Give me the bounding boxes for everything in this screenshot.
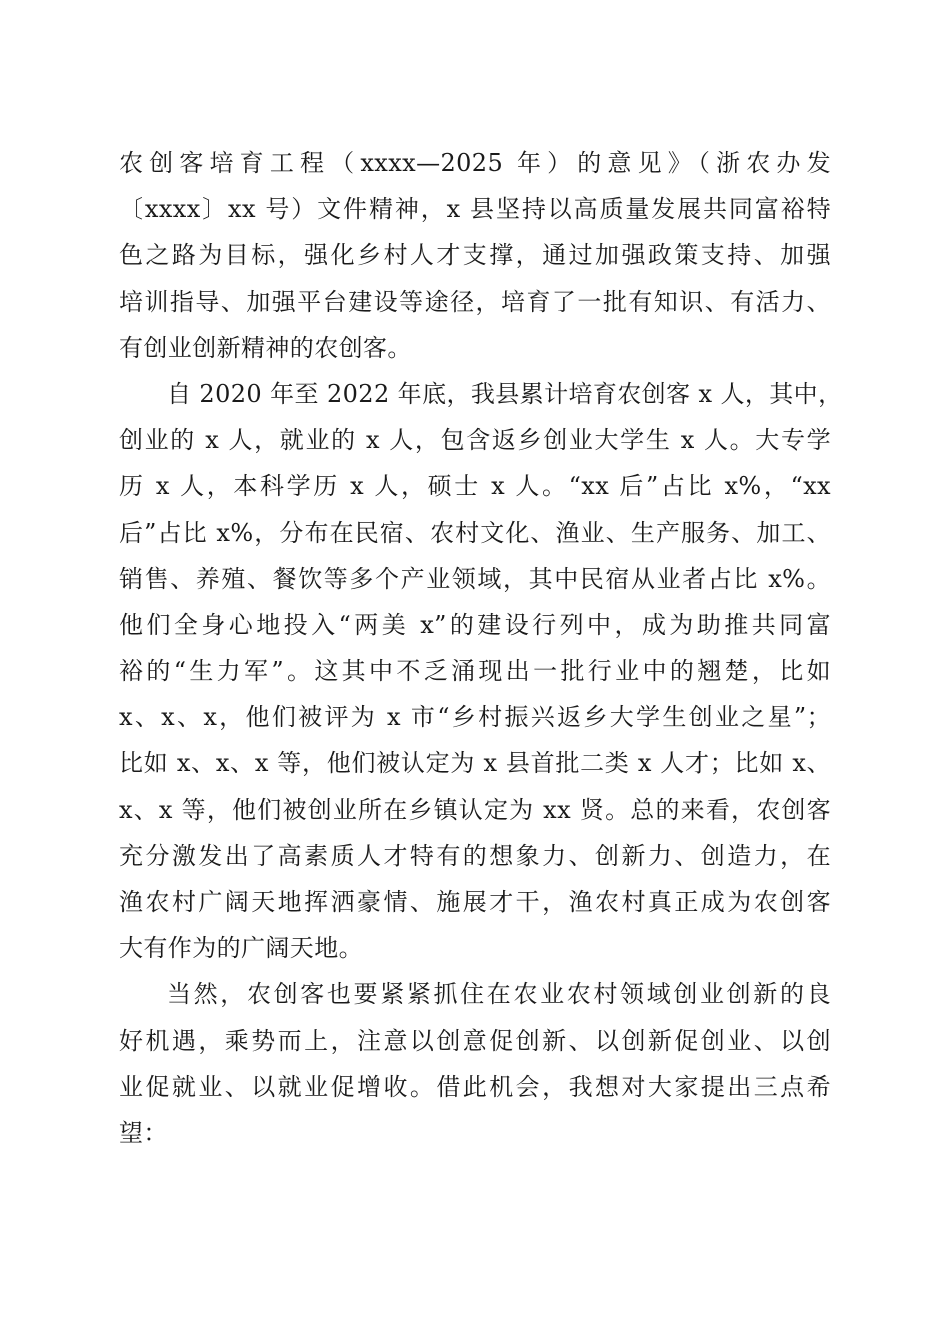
text-line: 销售、养殖、餐饮等多个产业领域，其中民宿从业者占比 x%。 [119, 564, 831, 593]
text-line: 有创业创新精神的农创客。 [119, 333, 412, 362]
text-line: 渔农村广阔天地挥洒豪情、施展才干，渔农村真正成为农创客 [119, 888, 831, 916]
text-line: 色之路为目标，强化乡村人才支撑，通过加强政策支持、加强 [119, 241, 831, 270]
text-line: 农创客培育工程（xxxx—2025 年）的意见》（浙农办发 [119, 149, 831, 177]
text-line: 〔xxxx〕xx 号）文件精神，x 县坚持以高质量发展共同富裕特 [119, 195, 831, 224]
text-line: 比如 x、x、x 等，他们被认定为 x 县首批二类 x 人才；比如 x、 [119, 749, 831, 778]
text-line: 当然，农创客也要紧紧抓住在农业农村领域创业创新的良 [167, 980, 831, 1009]
text-line: 培训指导、加强平台建设等途径，培育了一批有知识、有活力、 [119, 287, 831, 316]
text-line: 充分激发出了高素质人才特有的想象力、创新力、创造力，在 [119, 841, 831, 870]
text-line: 业促就业、以就业促增收。借此机会，我想对大家提出三点希 [119, 1072, 831, 1101]
text-line: 创业的 x 人，就业的 x 人，包含返乡创业大学生 x 人。大专学 [119, 426, 831, 455]
paragraph-1 [119, 140, 831, 371]
text-line: 裕的“生力军”。这其中不乏涌现出一批行业中的翘楚，比如 [119, 657, 831, 686]
text-line: 望： [119, 1118, 168, 1147]
text-line: 他们全身心地投入“两美 x”的建设行列中，成为助推共同富 [119, 610, 831, 639]
paragraph-2 [119, 371, 843, 971]
document-body [119, 140, 843, 1156]
paragraph-3 [119, 971, 831, 1156]
text-line: x、x、x，他们被评为 x 市“乡村振兴返乡大学生创业之星”； [119, 703, 831, 732]
text-line: 好机遇，乘势而上，注意以创意促创新、以创新促创业、以创 [119, 1026, 831, 1055]
text-line: 历 x 人，本科学历 x 人，硕士 x 人。“xx 后”占比 x%，“xx [119, 472, 831, 501]
text-line: 大有作为的广阔天地。 [119, 934, 363, 963]
text-line: 后”占比 x%，分布在民宿、农村文化、渔业、生产服务、加工、 [119, 518, 831, 547]
text-line: 自 2020 年至 2022 年底，我县累计培育农创客 x 人，其中， [167, 379, 843, 408]
text-line: x、x 等，他们被创业所在乡镇认定为 xx 贤。总的来看，农创客 [119, 795, 831, 824]
